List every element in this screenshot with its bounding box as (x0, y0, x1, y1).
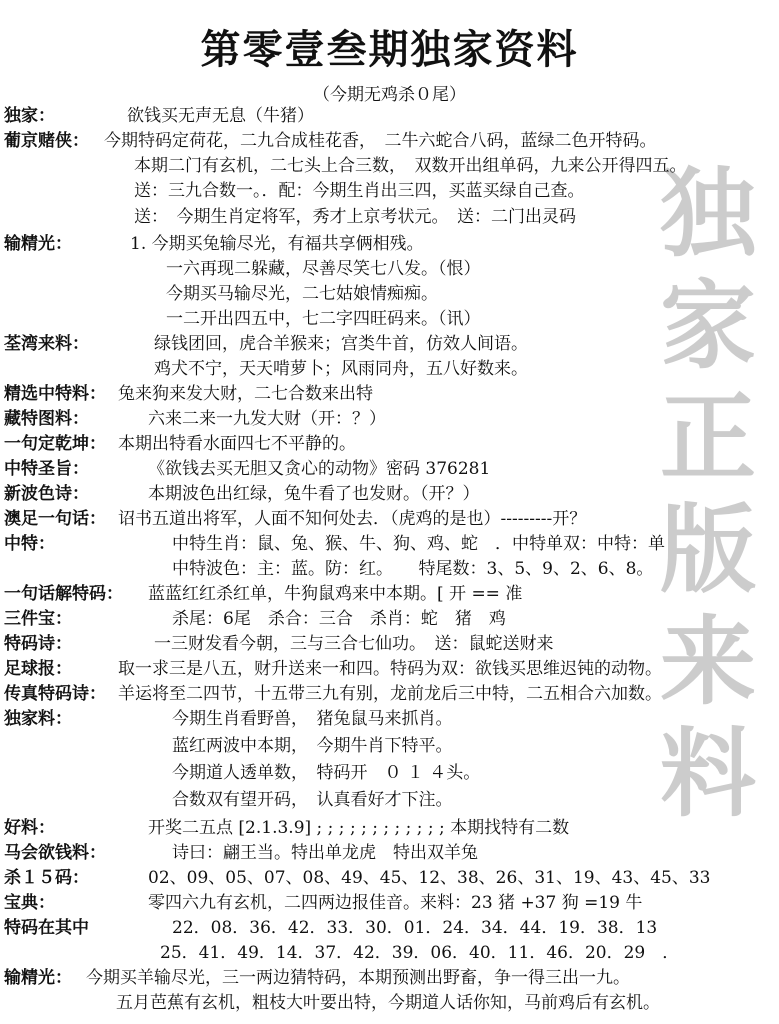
section-text: 五月芭蕉有玄机，粗枝大叶要出特，今期道人话你知，马前鸡后有玄机。 (116, 993, 660, 1013)
section-label-baodian: 宝典： (4, 893, 55, 913)
section-text: 送：三九合数一。．配：今期生肖出三四，买蓝买绿自己查。 (134, 181, 585, 201)
section-label-mahui: 马会欲钱料： (4, 843, 106, 863)
section-text: 蓝红两波中本期， 今期牛肖下特平。 (172, 736, 453, 756)
section-text: 今期生肖看野兽， 猪兔鼠马来抓肖。 (172, 709, 453, 729)
section-text: 25．41．49．14．37．42．39．06．40．11．46．20．29 ． (160, 943, 680, 963)
section-text: 合数双有望开码， 认真看好才下注。 (172, 790, 453, 810)
watermark-char: 独 (660, 157, 756, 270)
section-text: 今期买羊输尽光，三一两边猜特码，本期预测出野畜，争一得三出一九。 (86, 968, 630, 988)
section-text: 零四六九有玄机，二四两边报佳音。来料：23 猪 +37 狗 =19 牛 (148, 893, 643, 913)
section-label-cangte: 藏特图料： (4, 409, 89, 429)
section-text: 02、09、05、07、08、49、45、12、38、26、31、19、43、45、33 (148, 868, 711, 888)
section-text: 本期二门有玄机，二七头上合三数， 双数开出组单码，九来公开得四五。 (134, 156, 687, 176)
section-label-chuanzhen: 传真特码诗： (4, 684, 106, 704)
watermark-char: 家 (660, 269, 756, 382)
section-label-jingxuan: 精选中特料： (4, 384, 106, 404)
section-text: 诗曰：翩王当。特出单龙虎 特出双羊兔 (172, 843, 478, 863)
section-label-dujia: 独家： (4, 106, 55, 126)
section-text: 一三财发看今朝，三与三合七仙功。 送：鼠蛇送财来 (154, 634, 554, 654)
section-text: 中特波色：主：蓝。防：红。 特尾数：3、5、9、2、6、8。 (172, 559, 654, 579)
watermark-char: 版 (660, 493, 756, 606)
section-label-haoliao: 好料： (4, 818, 55, 838)
section-text: 羊运将至二四节，十五带三九有别，龙前龙后三中特，二五相合六加数。 (118, 684, 662, 704)
section-text: 诏书五道出将军，人面不知何处去．（虎鸡的是也）---------开？ (118, 509, 587, 529)
section-text: 取一求三是八五，财升送来一和四。特码为双：欲钱买思维迟钝的动物。 (118, 659, 662, 679)
section-label-temashi: 特码诗： (4, 634, 72, 654)
section-label-jiete: 一句话解特码： (4, 584, 123, 604)
section-label-quanwan: 荃湾来料： (4, 334, 89, 354)
section-label-aozu: 澳足一句话： (4, 509, 106, 529)
section-label-zuqiubao: 足球报： (4, 659, 72, 679)
section-text: 本期波色出红绿，兔牛看了也发财。（开？） (148, 484, 480, 504)
section-text: 一二开出四五中，七二字四旺码来。（讯） (166, 309, 481, 329)
page-subtitle: （今期无鸡杀０尾） (313, 85, 466, 105)
section-text: 绿钱团回，虎合羊猴来；宫类牛首，仿效人间语。 (154, 334, 528, 354)
section-label-bose: 新波色诗： (4, 484, 89, 504)
section-label-zhongte: 中特： (4, 534, 55, 554)
section-label-shengzhi: 中特圣旨： (4, 459, 89, 479)
section-text: 杀尾：6尾 杀合：三合 杀肖：蛇 猪 鸡 (172, 609, 506, 629)
page-title: 第零壹叁期独家资料 (200, 26, 579, 73)
section-text: 22．08．36．42．33．30．01．24．34．44．19．38．13 (172, 918, 658, 938)
section-text: 今期买马输尽光，二七姑娘情痴痴。 (166, 284, 438, 304)
watermark (648, 158, 768, 830)
section-label-sanjianbao: 三件宝： (4, 609, 72, 629)
section-text: 1. 今期买兔输尽光，有福共享俩相残。 (130, 234, 424, 254)
section-text: 送： 今期生肖定将军，秀才上京考状元。 送：二门出灵码 (134, 207, 576, 227)
section-text: 本期出特看水面四七不平静的。 (118, 434, 356, 454)
section-label-shujingguang-2: 输精光： (4, 968, 72, 988)
section-text: 蓝蓝红红杀红单，牛狗鼠鸡来中本期。[ 开 == 准 (148, 584, 523, 604)
section-text: 兔来狗来发大财，二七合数来出特 (118, 384, 373, 404)
section-text: 一六再现二躲藏，尽善尽笑七八发。（恨） (166, 259, 481, 279)
section-label-pujing: 葡京赌侠： (4, 131, 89, 151)
section-text: 鸡犬不宁，天天啃萝卜；风雨同舟，五八好数来。 (154, 359, 528, 379)
section-text: 欲钱买无声无息（牛猪） (127, 106, 314, 126)
section-text: 开奖二五点 [2.1.3.9] ; ; ; ; ; ; ; ; ; ; ; ; 本期找特有二数 (148, 818, 570, 838)
watermark-char: 来 (660, 605, 756, 718)
watermark-char: 正 (660, 381, 756, 494)
section-label-yiju: 一句定乾坤： (4, 434, 106, 454)
section-label-temazaiqizhong: 特码在其中 (4, 918, 89, 938)
section-text: 今期道人透单数， 特码开 ０ １ ４头。 (172, 763, 481, 783)
section-text: 《欲钱去买无胆又贪心的动物》密码 376281 (148, 459, 491, 479)
section-text: 今期特码定荷花，二九合成桂花香， 二牛六蛇合八码，蓝绿二色开特码。 (104, 131, 657, 151)
watermark-char: 料 (660, 717, 756, 830)
section-label-dujialiao: 独家料： (4, 709, 72, 729)
section-label-sha15: 杀１５码： (4, 868, 89, 888)
section-text: 六来二来一九发大财（开：？） (148, 409, 386, 429)
section-text: 中特生肖：鼠、兔、猴、牛、狗、鸡、蛇 ．中特单双：中特：单 (172, 534, 665, 554)
section-label-shujingguang: 输精光： (4, 234, 72, 254)
